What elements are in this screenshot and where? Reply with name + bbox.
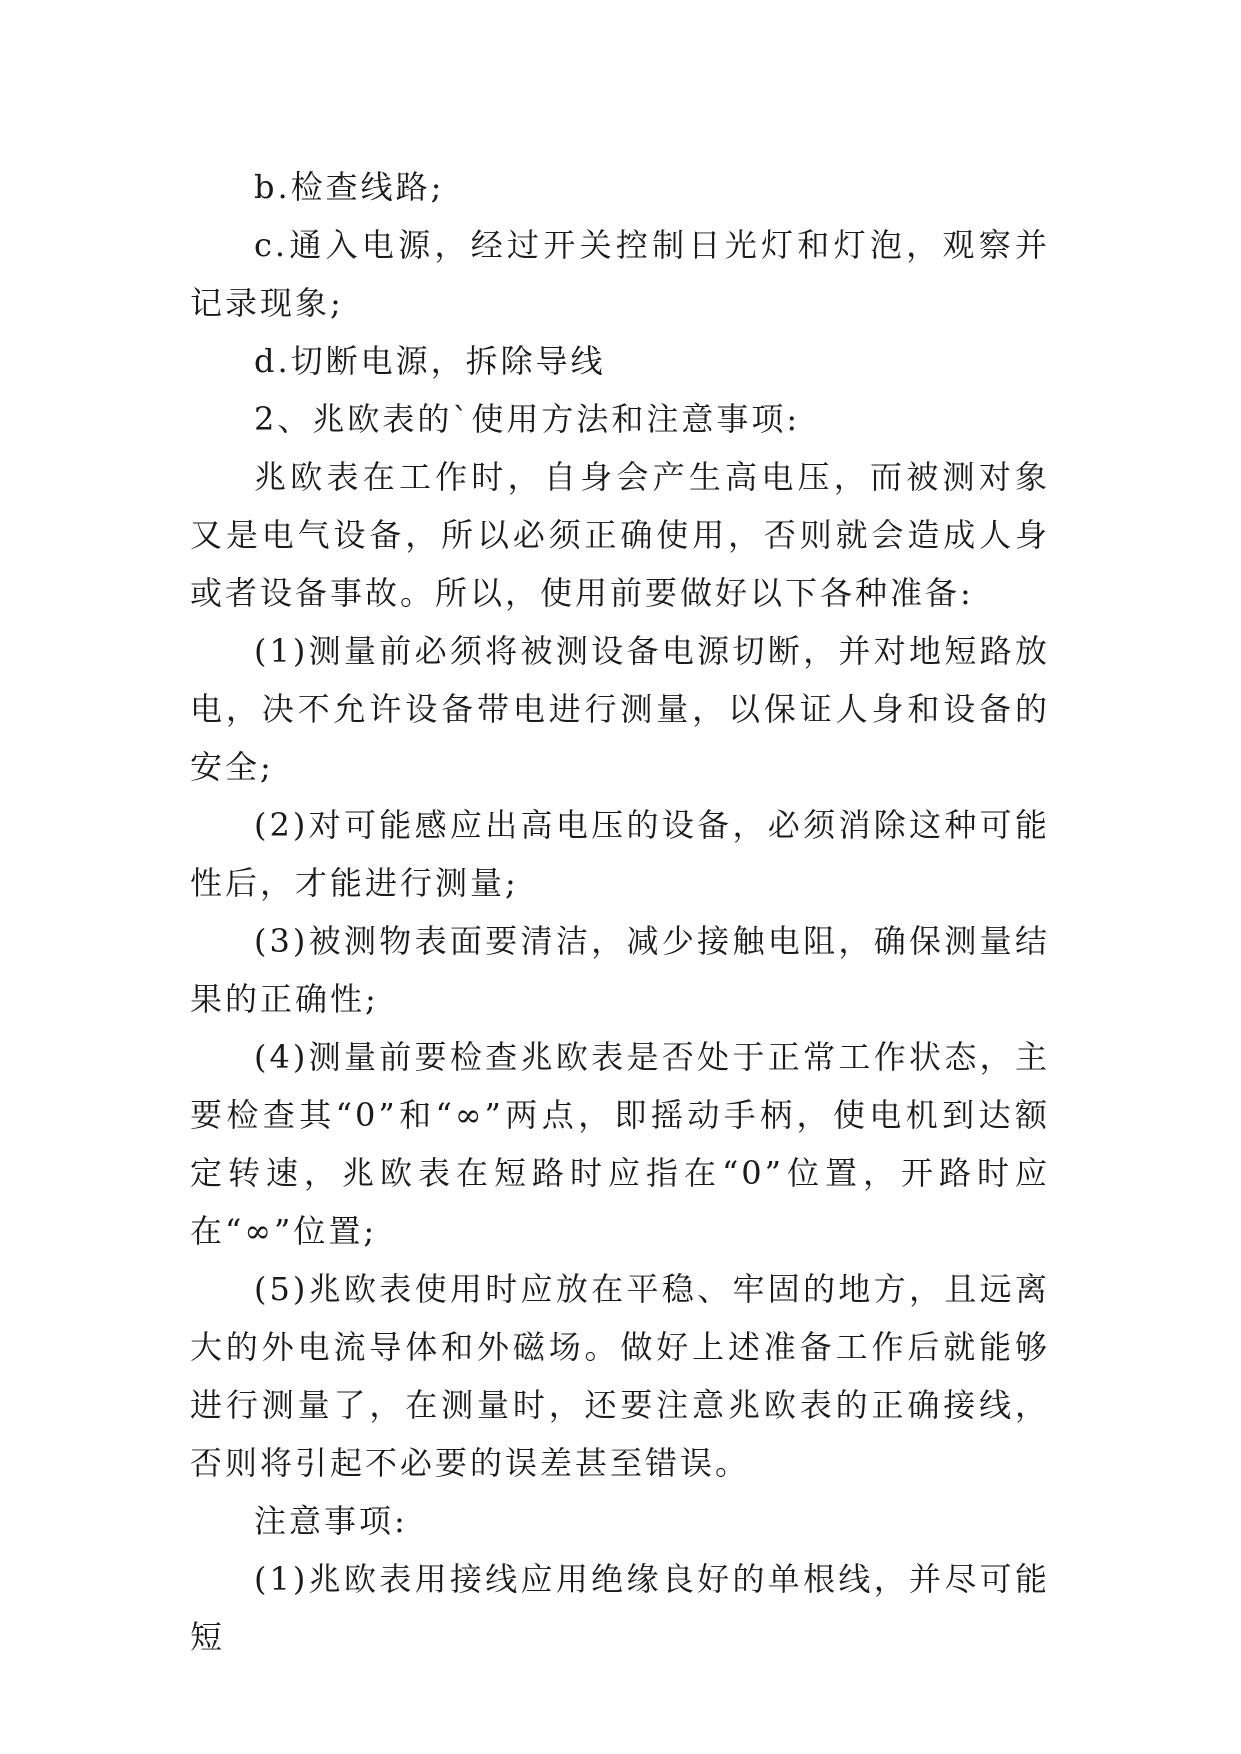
paragraph-step-b: b.检查线路; <box>254 168 445 206</box>
paragraph-intro: 兆欧表在工作时，自身会产生高电压，而被测对象又是电气设备，所以必须正确使用，否则就会造成人身或者设备事故。所以，使用前要做好以下各种准备: <box>190 458 1050 612</box>
section-heading-megohmmeter: 2、兆欧表的`使用方法和注意事项: <box>254 400 801 438</box>
notes-heading: 注意事项: <box>254 1502 408 1540</box>
paragraph-step-c: c.通入电源，经过开关控制日光灯和灯泡，观察并记录现象; <box>190 226 1050 322</box>
paragraph-item-4: (4)测量前要检查兆欧表是否处于正常工作状态，主要检查其“0”和“∞”两点，即摇动手柄，使电机到达额定转速，兆欧表在短路时应指在“0”位置，开路时应在“∞”位置; <box>190 1038 1050 1250</box>
paragraph-step-d: d.切断电源，拆除导线 <box>254 342 606 380</box>
paragraph-note-1: (1)兆欧表用接线应用绝缘良好的单根线，并尽可能短 <box>190 1560 1050 1656</box>
paragraph-item-1: (1)测量前必须将被测设备电源切断，并对地短路放电，决不允许设备带电进行测量，以保证人身和设备的安全; <box>190 632 1050 786</box>
document-body <box>190 158 1050 1666</box>
paragraph-item-5: (5)兆欧表使用时应放在平稳、牢固的地方，且远离大的外电流导体和外磁场。做好上述准备工作后就能够进行测量了，在测量时，还要注意兆欧表的正确接线，否则将引起不必要的误差甚至错误。 <box>190 1270 1050 1482</box>
paragraph-item-2: (2)对可能感应出高电压的设备，必须消除这种可能性后，才能进行测量; <box>190 806 1050 902</box>
paragraph-item-3: (3)被测物表面要清洁，减少接触电阻，确保测量结果的正确性; <box>190 922 1050 1018</box>
